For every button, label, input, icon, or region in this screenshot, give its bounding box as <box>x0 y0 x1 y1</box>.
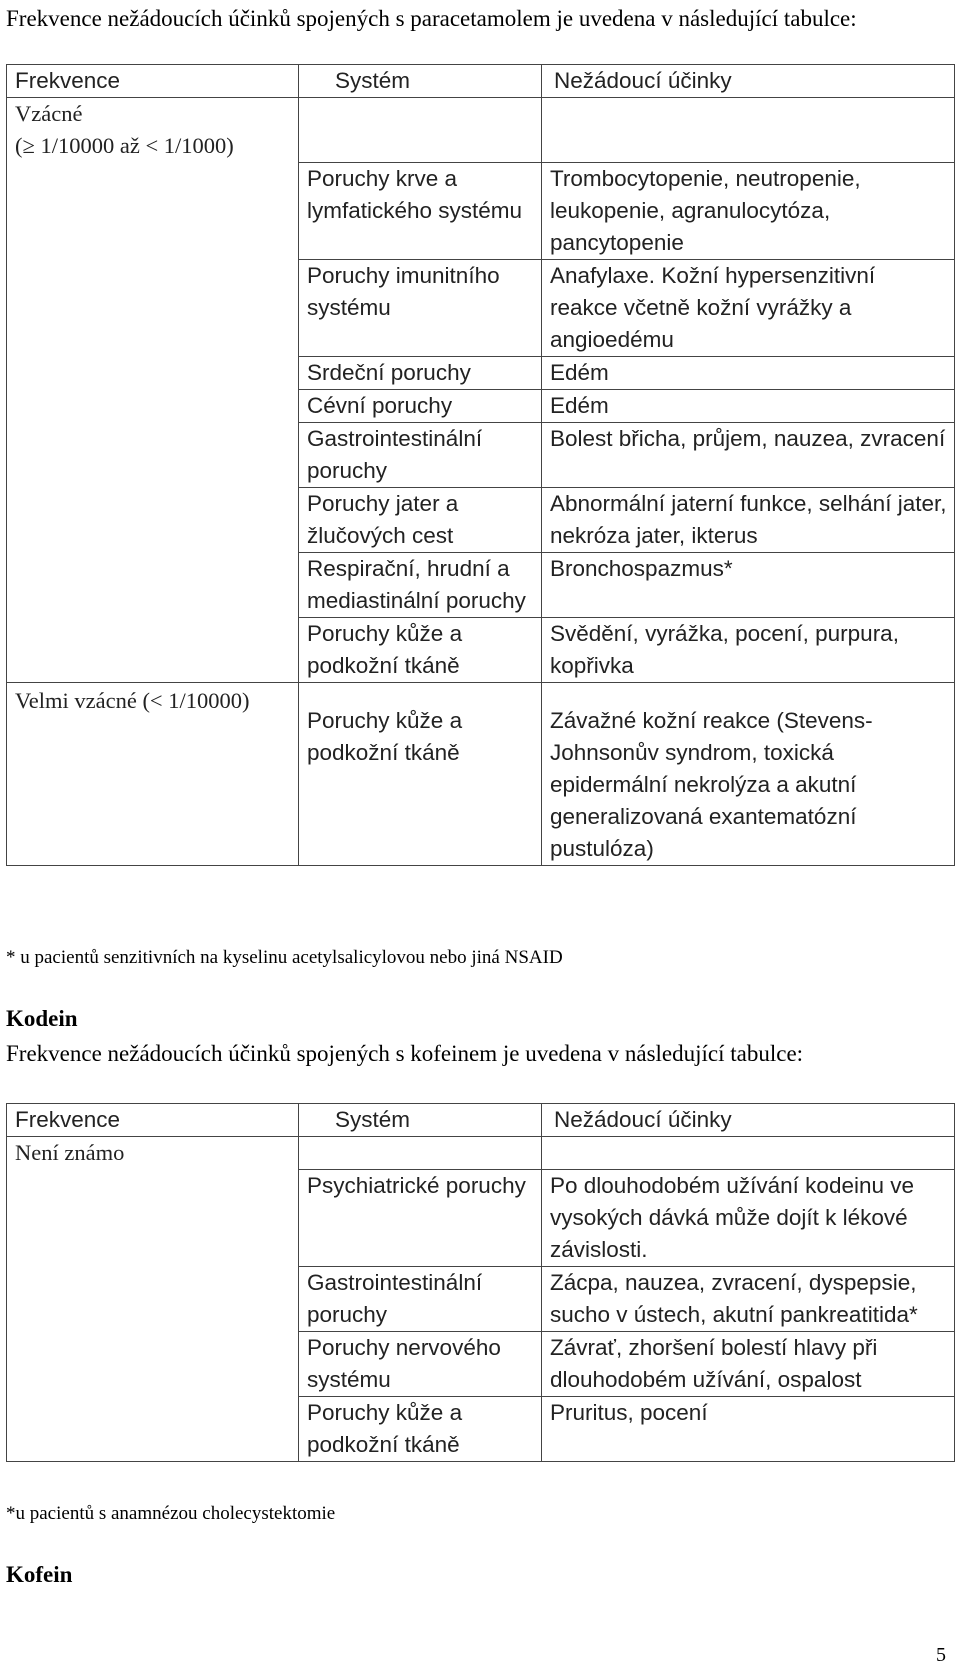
effects-cell: Trombocytopenie, neutropenie, leukopenie, agranulocytóza, pancytopenie <box>542 162 955 259</box>
effects-cell: Edém <box>542 389 955 422</box>
header-frequency: Frekvence <box>7 65 299 98</box>
table-row <box>7 1137 955 1170</box>
system-cell: Poruchy nervového systému <box>299 1331 542 1396</box>
frequency-cell <box>7 1169 299 1266</box>
table-row <box>7 1266 955 1331</box>
page-number: 5 <box>936 1644 946 1666</box>
effects-cell: Závažné kožní reakce (Stevens-Johnsonův syndrom, toxická epidermální nekrolýza a akutní generalizovaná exantematózní pustulóza) <box>542 682 955 865</box>
frequency-cell <box>7 1331 299 1396</box>
kofein-heading: Kofein <box>6 1562 73 1587</box>
system-cell: Poruchy jater a žlučových cest <box>299 487 542 552</box>
effects-cell <box>542 1137 955 1170</box>
frequency-cell <box>7 356 299 389</box>
effects-cell: Bronchospazmus* <box>542 552 955 617</box>
kodein-adverse-effects-table <box>6 1103 955 1462</box>
table-row <box>7 259 955 356</box>
table-row <box>7 617 955 682</box>
system-cell: Poruchy kůže a podkožní tkáně <box>299 1396 542 1461</box>
frequency-cell <box>7 422 299 487</box>
frequency-cell <box>7 1266 299 1331</box>
frequency-cell <box>7 1396 299 1461</box>
kodein-heading: Kodein <box>6 1006 78 1031</box>
system-cell: Srdeční poruchy <box>299 356 542 389</box>
system-cell: Gastrointestinální poruchy <box>299 1266 542 1331</box>
effects-cell: Edém <box>542 356 955 389</box>
effects-cell: Anafylaxe. Kožní hypersenzitivní reakce včetně kožní vyrážky a angioedému <box>542 259 955 356</box>
header-effects: Nežádoucí účinky <box>542 1104 955 1137</box>
frequency-cell <box>7 98 299 163</box>
system-cell: Poruchy imunitního systému <box>299 259 542 356</box>
effects-cell: Abnormální jaterní funkce, selhání jater, nekróza jater, ikterus <box>542 487 955 552</box>
effects-cell <box>542 98 955 163</box>
kodein-intro: Frekvence nežádoucích účinků spojených s kofeinem je uvedena v následující tabulce: <box>6 1041 804 1066</box>
table-row <box>7 1396 955 1461</box>
system-cell: Poruchy krve a lymfatického systému <box>299 162 542 259</box>
frequency-cell <box>7 487 299 552</box>
effects-cell: Svědění, vyrážka, pocení, purpura, kopřivka <box>542 617 955 682</box>
header-system: Systém <box>299 1104 542 1137</box>
effects-cell: Zácpa, nauzea, zvracení, dyspepsie, sucho v ústech, akutní pankreatitida* <box>542 1266 955 1331</box>
table-row <box>7 682 955 865</box>
frequency-cell: Není známo <box>7 1137 299 1170</box>
table-row <box>7 98 955 163</box>
system-cell: Psychiatrické poruchy <box>299 1169 542 1266</box>
system-cell <box>299 1137 542 1170</box>
table-row <box>7 487 955 552</box>
system-cell: Gastrointestinální poruchy <box>299 422 542 487</box>
frequency-cell <box>7 389 299 422</box>
frequency-cell <box>7 162 299 259</box>
header-system: Systém <box>299 65 542 98</box>
effects-cell: Závrať, zhoršení bolestí hlavy při dlouhodobém užívání, ospalost <box>542 1331 955 1396</box>
system-cell: Cévní poruchy <box>299 389 542 422</box>
table-header-row <box>7 1104 955 1137</box>
table-row <box>7 356 955 389</box>
header-effects: Nežádoucí účinky <box>542 65 955 98</box>
paracetamol-footnote: * u pacientů senzitivních na kyselinu acetylsalicylovou nebo jiná NSAID <box>6 947 563 968</box>
table-row <box>7 1331 955 1396</box>
table-row <box>7 552 955 617</box>
kodein-footnote: *u pacientů s anamnézou cholecystektomie <box>6 1503 336 1524</box>
effects-cell: Bolest břicha, průjem, nauzea, zvracení <box>542 422 955 487</box>
frequency-range: (≥ 1/10000 až < 1/1000) <box>15 133 234 158</box>
table-row <box>7 1169 955 1266</box>
table-row <box>7 162 955 259</box>
effects-cell: Pruritus, pocení <box>542 1396 955 1461</box>
frequency-cell <box>7 259 299 356</box>
effects-cell: Po dlouhodobém užívání kodeinu ve vysokých dávká může dojít k lékové závislosti. <box>542 1169 955 1266</box>
system-cell: Respirační, hrudní a mediastinální poruchy <box>299 552 542 617</box>
table-row <box>7 422 955 487</box>
table-header-row <box>7 65 955 98</box>
table-row <box>7 389 955 422</box>
system-cell: Poruchy kůže a podkožní tkáně <box>299 617 542 682</box>
paracetamol-intro: Frekvence nežádoucích účinků spojených s paracetamolem je uvedena v následující tabulce: <box>6 6 857 31</box>
frequency-cell: Velmi vzácné (< 1/10000) <box>7 682 299 865</box>
frequency-label: Vzácné <box>15 101 83 126</box>
paracetamol-adverse-effects-table <box>6 64 955 866</box>
header-frequency: Frekvence <box>7 1104 299 1137</box>
system-cell <box>299 98 542 163</box>
system-cell: Poruchy kůže a podkožní tkáně <box>299 682 542 865</box>
frequency-cell <box>7 552 299 617</box>
frequency-cell <box>7 617 299 682</box>
